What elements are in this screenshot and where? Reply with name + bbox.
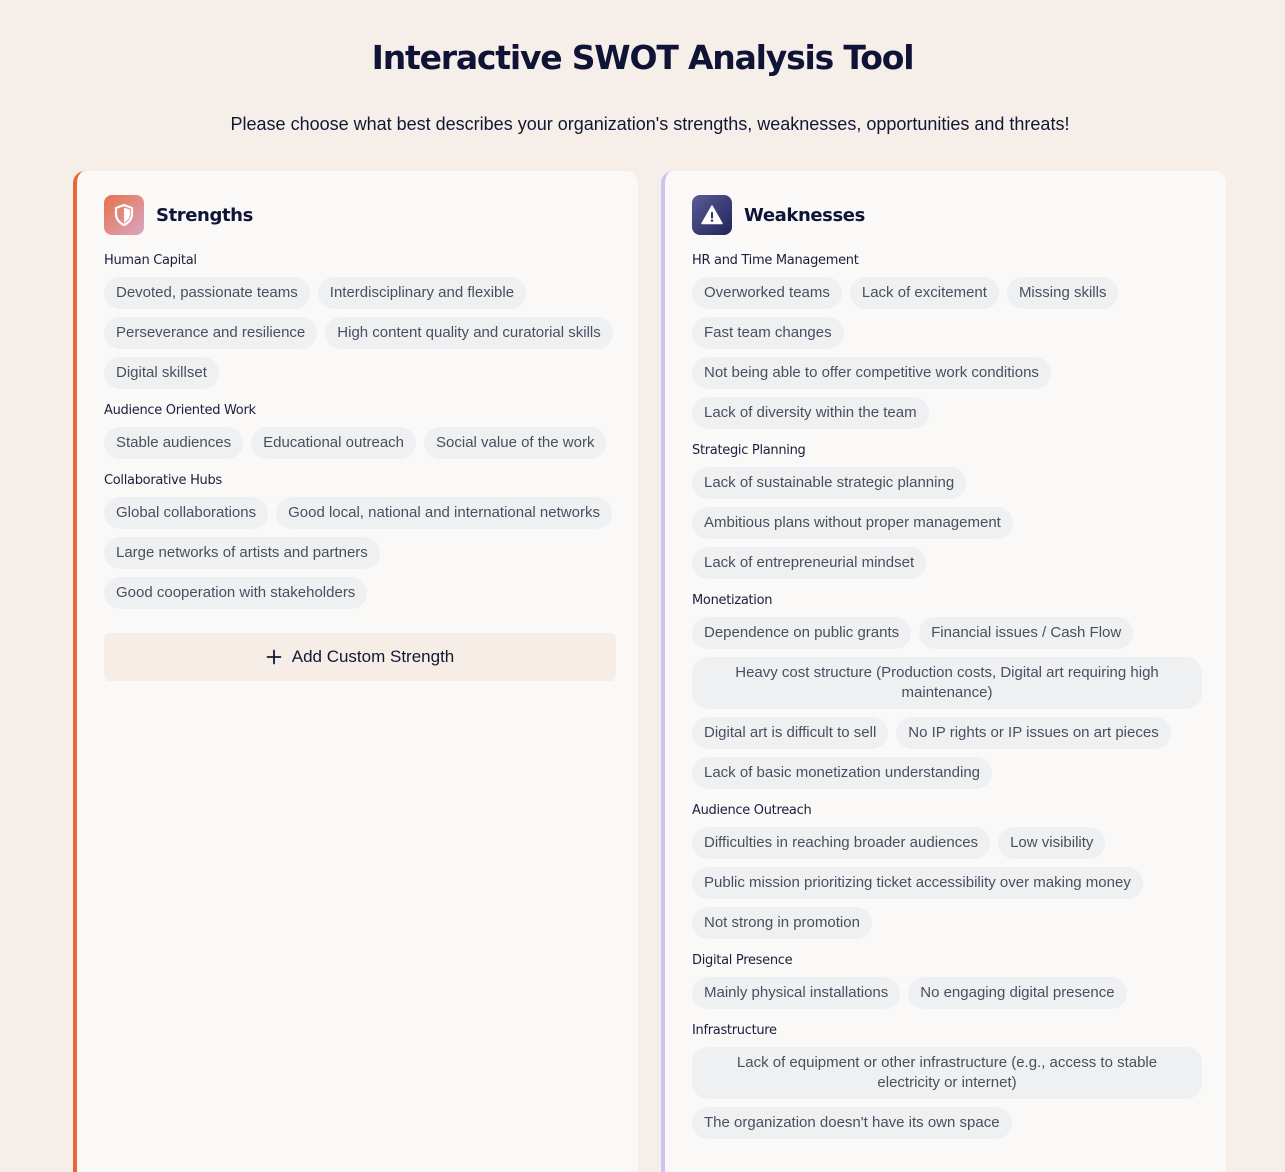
category-label-monetization: Monetization <box>692 593 773 608</box>
chip-group-audience-oriented-work <box>104 427 614 459</box>
option-chip[interactable]: Not being able to offer competitive work conditions <box>692 357 1051 389</box>
option-chip[interactable]: Lack of diversity within the team <box>692 397 929 429</box>
page-title: Interactive SWOT Analysis Tool <box>371 38 914 77</box>
shield-icon <box>104 195 144 235</box>
category-label-human-capital: Human Capital <box>104 253 197 268</box>
option-chip[interactable]: Heavy cost structure (Production costs, Digital art requiring high maintenance) <box>692 657 1202 709</box>
option-chip[interactable]: Financial issues / Cash Flow <box>919 617 1133 649</box>
option-chip[interactable]: Low visibility <box>998 827 1105 859</box>
chip-group-strategic-planning <box>692 467 1202 579</box>
option-chip[interactable]: Lack of excitement <box>850 277 999 309</box>
add-custom-strength-button[interactable] <box>104 633 616 681</box>
chip-group-hr-and-time-management <box>692 277 1202 429</box>
option-chip[interactable]: Perseverance and resilience <box>104 317 317 349</box>
option-chip[interactable]: Global collaborations <box>104 497 268 529</box>
option-chip[interactable]: Overworked teams <box>692 277 842 309</box>
option-chip[interactable]: The organization doesn't have its own space <box>692 1107 1012 1139</box>
category-label-audience-oriented-work: Audience Oriented Work <box>104 403 256 418</box>
category-label-infrastructure: Infrastructure <box>692 1023 777 1038</box>
weaknesses-header <box>692 195 1202 235</box>
option-chip[interactable]: No IP rights or IP issues on art pieces <box>896 717 1170 749</box>
option-chip[interactable]: Interdisciplinary and flexible <box>318 277 526 309</box>
strengths-title: Strengths <box>156 204 253 226</box>
option-chip[interactable]: Digital art is difficult to sell <box>692 717 888 749</box>
option-chip[interactable]: Stable audiences <box>104 427 243 459</box>
strengths-card <box>73 171 638 1172</box>
option-chip[interactable]: Large networks of artists and partners <box>104 537 380 569</box>
option-chip[interactable]: Dependence on public grants <box>692 617 911 649</box>
category-label-hr-and-time-management: HR and Time Management <box>692 253 859 268</box>
chip-group-collaborative-hubs <box>104 497 614 609</box>
option-chip[interactable]: Public mission prioritizing ticket accessibility over making money <box>692 867 1143 899</box>
chip-group-human-capital <box>104 277 614 389</box>
option-chip[interactable]: Lack of sustainable strategic planning <box>692 467 966 499</box>
option-chip[interactable]: Ambitious plans without proper management <box>692 507 1013 539</box>
chip-group-audience-outreach <box>692 827 1202 939</box>
option-chip[interactable]: Lack of equipment or other infrastructure (e.g., access to stable electricity or internet) <box>692 1047 1202 1099</box>
option-chip[interactable]: Good cooperation with stakeholders <box>104 577 367 609</box>
option-chip[interactable]: Social value of the work <box>424 427 606 459</box>
chip-group-infrastructure <box>692 1047 1202 1139</box>
weaknesses-title: Weaknesses <box>744 204 865 226</box>
option-chip[interactable]: Good local, national and international networks <box>276 497 612 529</box>
option-chip[interactable]: Mainly physical installations <box>692 977 900 1009</box>
category-label-digital-presence: Digital Presence <box>692 953 793 968</box>
option-chip[interactable]: Difficulties in reaching broader audiences <box>692 827 990 859</box>
chip-group-monetization <box>692 617 1202 789</box>
weaknesses-card <box>661 171 1226 1172</box>
category-label-audience-outreach: Audience Outreach <box>692 803 812 818</box>
option-chip[interactable]: Not strong in promotion <box>692 907 872 939</box>
option-chip[interactable]: No engaging digital presence <box>908 977 1126 1009</box>
page-subtitle: Please choose what best describes your organization's strengths, weaknesses, opportunities and threats! <box>230 114 1070 134</box>
category-label-strategic-planning: Strategic Planning <box>692 443 806 458</box>
option-chip[interactable]: Digital skillset <box>104 357 219 389</box>
option-chip[interactable]: Lack of basic monetization understanding <box>692 757 992 789</box>
chip-group-digital-presence <box>692 977 1202 1009</box>
option-chip[interactable]: Lack of entrepreneurial mindset <box>692 547 926 579</box>
option-chip[interactable]: Devoted, passionate teams <box>104 277 310 309</box>
plus-icon <box>266 649 282 665</box>
add-custom-strength-label: Add Custom Strength <box>291 647 455 666</box>
option-chip[interactable]: High content quality and curatorial skills <box>325 317 612 349</box>
option-chip[interactable]: Educational outreach <box>251 427 416 459</box>
strengths-header <box>104 195 614 235</box>
category-label-collaborative-hubs: Collaborative Hubs <box>104 473 222 488</box>
option-chip[interactable]: Missing skills <box>1007 277 1119 309</box>
option-chip[interactable]: Fast team changes <box>692 317 844 349</box>
warning-icon <box>692 195 732 235</box>
